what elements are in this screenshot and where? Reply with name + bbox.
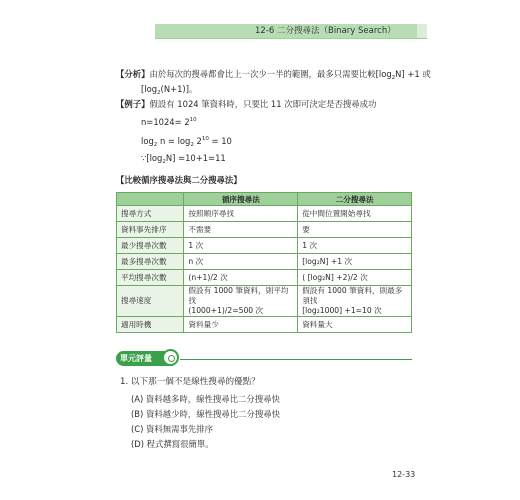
table-row (117, 222, 412, 238)
option-c: (C) 資料無需事先排序 (131, 424, 214, 434)
speed-line-1: 假設有 1000 筆資料，則最多須找 (302, 286, 403, 305)
table-row (117, 286, 412, 317)
table-row (117, 206, 412, 222)
section-title: 12-6 二分搜尋法（Binary Search） (255, 26, 396, 36)
row-label: 最多搜尋次數 (117, 254, 184, 270)
header-cell-empty (117, 193, 184, 206)
analysis-line-1 (116, 68, 431, 84)
cell-sequential: (n+1)/2 次 (184, 270, 298, 286)
example-tag: 【例子】 (116, 99, 150, 109)
eq3-b: N] =10+1=11 (165, 153, 226, 163)
table-row (117, 238, 412, 254)
cell-binary: [log₂N] +1 次 (298, 254, 412, 270)
magnifier-icon (162, 349, 179, 366)
analysis-tag: 【分析】 (116, 69, 150, 79)
header-cell-binary: 二分搜尋法 (298, 193, 412, 206)
cell-binary: 1 次 (298, 238, 412, 254)
header-tab (417, 24, 427, 38)
compare-title-text: 【比較循序搜尋法與二分搜尋法】 (116, 175, 242, 185)
speed-line-2: (1000+1)/2=500 次 (188, 306, 264, 315)
cell-sequential: 不需要 (184, 222, 298, 238)
analysis-line-2 (141, 83, 197, 99)
analysis-text-1: 由於每次的搜尋都會比上一次少一半的範圍，最多只需要比較[log (149, 69, 392, 79)
cell-binary: 要 (298, 222, 412, 238)
page-number: 12-33 (392, 470, 416, 479)
eq2-sub2: 2 (190, 142, 194, 148)
cell-sequential: 按照順序尋找 (184, 206, 298, 222)
row-label: 搜尋速度 (117, 286, 184, 317)
unit-review-rule (180, 359, 412, 360)
cell-sequential (184, 286, 298, 317)
eq3-sub: 2 (162, 159, 166, 165)
cell-binary: 資料量大 (298, 317, 412, 333)
table-row (117, 270, 412, 286)
cell-sequential: 1 次 (184, 238, 298, 254)
option-a: (A) 資料越多時，線性搜尋比二分搜尋快 (131, 394, 280, 404)
eq2-c: 2 (193, 136, 202, 146)
row-label: 搜尋方式 (117, 206, 184, 222)
option-d: (D) 程式撰寫很簡單。 (131, 439, 214, 449)
row-label: 平均搜尋次數 (117, 270, 184, 286)
analysis-line2-b: (N+1)]。 (160, 84, 198, 94)
example-line (116, 98, 376, 110)
comparison-table (116, 192, 412, 333)
analysis-line2-a: [log (141, 84, 158, 94)
eq1-text: n=1024= 2 (141, 117, 190, 127)
speed-line-1: 假設有 1000 筆資料，則平均找 (188, 286, 289, 305)
unit-review-label: 單元評量 (120, 354, 152, 363)
row-label: 資料事先排序 (117, 222, 184, 238)
eq2-sub1: 2 (153, 142, 158, 148)
eq2-sup: 10 (201, 136, 209, 142)
question-stem: 1. 以下那一個不是線性搜尋的優點？ (120, 377, 260, 387)
row-label: 適用時機 (117, 317, 184, 333)
compare-title (116, 174, 242, 186)
cell-binary: 從中間位置開始尋找 (298, 206, 412, 222)
analysis-text-2: N] +1 或 (395, 69, 431, 79)
example-eq-2 (141, 133, 232, 151)
example-eq-3 (141, 152, 226, 168)
row-label: 最少搜尋次數 (117, 238, 184, 254)
option-b: (B) 資料越少時，線性搜尋比二分搜尋快 (131, 409, 280, 419)
header-rule (155, 38, 427, 39)
table-row (117, 317, 412, 333)
eq2-d: = 10 (208, 136, 232, 146)
example-eq-1 (141, 114, 197, 128)
analysis-sub-1: 2 (391, 75, 396, 81)
cell-sequential: 資料量少 (184, 317, 298, 333)
eq2-b: n = log (157, 136, 191, 146)
cell-binary (298, 286, 412, 317)
cell-binary: ( [log₂N] +2)/2 次 (298, 270, 412, 286)
table-header-row (117, 193, 412, 206)
eq2-a: log (141, 136, 154, 146)
example-text: 假設有 1024 筆資料時，只要比 11 次即可決定是否搜尋成功 (149, 99, 377, 109)
speed-line-2: [log₂1000] +1=10 次 (302, 306, 382, 315)
table-row (117, 254, 412, 270)
analysis-line2-sub: 2 (157, 90, 161, 96)
eq3-a: ∵[log (141, 153, 163, 163)
eq1-sup: 10 (189, 117, 197, 123)
header-cell-sequential: 循序搜尋法 (184, 193, 298, 206)
cell-sequential: n 次 (184, 254, 298, 270)
